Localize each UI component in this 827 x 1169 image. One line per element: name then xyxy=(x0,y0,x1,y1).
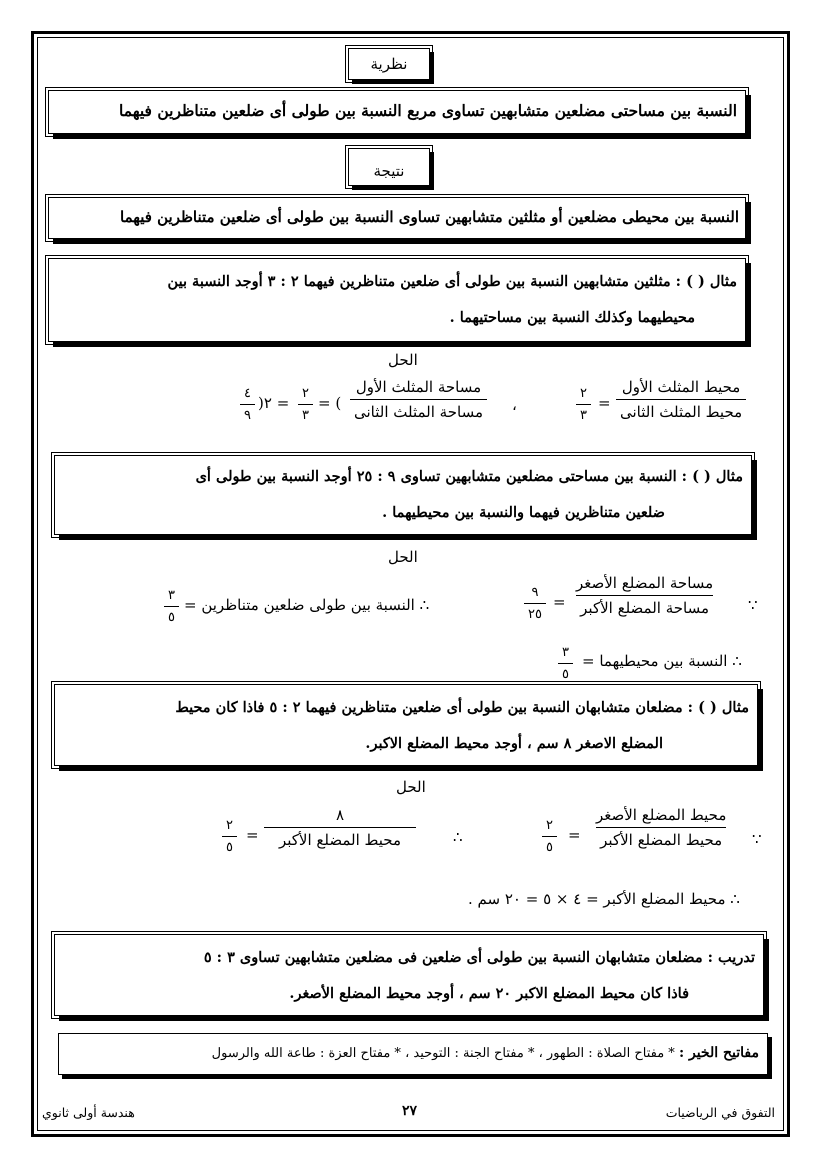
example2-therefore-sides: ∴ النسبة بين طولى ضلعين متناظرين = xyxy=(184,596,430,614)
example3-perimeter-den: محيط المضلع الأكبر xyxy=(596,827,726,849)
example2-solution-label: الحل xyxy=(388,548,418,566)
example1-equals-open: = ( xyxy=(318,394,342,412)
example1-line2: محيطيهما وكذلك النسبة بين مساحتيهما . xyxy=(449,309,695,326)
example2-ratio-3-5 xyxy=(164,588,179,625)
exercise-line1: تدريب : مضلعان متشابهان النسبة بين طولى أى ضلعين فى مضلعين متشابهين تساوى ٣ : ٥ xyxy=(203,949,755,966)
example2-box xyxy=(54,455,752,535)
example2-because: ∵ xyxy=(748,596,758,614)
example2-ratio-num: ٩ xyxy=(531,585,539,600)
example2-ratio3-den: ٥ xyxy=(558,663,573,682)
example1-equals-1: = xyxy=(598,394,611,412)
example1-result-num: ٤ xyxy=(244,386,251,401)
example3-substitution-fraction xyxy=(264,806,416,849)
example1-perimeter-den: محيط المثلث الثانى xyxy=(616,399,746,421)
example2-ratio-9-25 xyxy=(524,585,546,622)
keys-title: مفاتيح الخير : xyxy=(678,1045,759,1061)
example3-equals-1: = xyxy=(568,826,581,844)
example2-ratio3-num: ٣ xyxy=(562,645,569,660)
example3-line1: مثال ( ) : مضلعان متشابهان النسبة بين طولى أى ضلعين متناظرين فيهما ٢ : ٥ فاذا كان محيط xyxy=(175,699,749,716)
example1-ratio-squared xyxy=(298,386,313,423)
example2-line1: مثال ( ) : النسبة بين مساحتى مضلعين متشابهين تساوى ٩ : ٢٥ أوجد النسبة بين طولى أى xyxy=(195,468,743,485)
example1-ratio-num: ٢ xyxy=(580,386,587,401)
theory-text: النسبة بين مساحتى مضلعين متشابهين تساوى مربع النسبة بين طولى أى ضلعين متناظرين فيهما xyxy=(119,101,737,120)
example1-ratio-den: ٣ xyxy=(576,404,591,423)
example3-equals-2: = xyxy=(246,826,259,844)
example1-close-square-equals: )٢ = xyxy=(258,394,290,412)
exercise-line2: فاذا كان محيط المضلع الاكبر ٢٠ سم ، أوجد محيط المضلع الأصغر. xyxy=(289,985,689,1002)
example3-substitution-num: ٨ xyxy=(335,806,345,824)
example2-equals-1: = xyxy=(553,593,566,611)
example1-line1: مثال ( ) : مثلثين متشابهين النسبة بين طولى أى ضلعين متناظرين فيهما ٢ : ٣ أوجد النسبة بين xyxy=(167,273,737,290)
example2-perimeter-ratio xyxy=(558,645,573,682)
example3-solution-label: الحل xyxy=(396,778,426,796)
example3-ratio-2-5 xyxy=(542,818,557,855)
example1-box xyxy=(48,258,746,342)
keys-text: * مفتاح الصلاة : الطهور ، * مفتاح الجنة : التوحيد ، * مفتاح العزة : طاعة الله والرسول xyxy=(211,1046,675,1061)
example2-area-num: مساحة المضلع الأصغر xyxy=(576,574,714,592)
corollary-text: النسبة بين محيطى مضلعين أو مثلثين متشابهين تساوى النسبة بين طولى أى ضلعين متناظرين فيهما xyxy=(120,208,739,226)
example3-box xyxy=(54,684,758,766)
theory-label-box xyxy=(348,48,430,80)
footer-left-text: هندسة أولى ثانوي xyxy=(42,1105,135,1120)
corollary-box xyxy=(48,197,746,239)
example3-ratio-num: ٢ xyxy=(546,818,553,833)
example2-area-den: مساحة المضلع الأكبر xyxy=(576,595,713,617)
example1-result-4-9 xyxy=(240,386,255,423)
corollary-label-box xyxy=(348,148,430,186)
example2-ratio2-den: ٥ xyxy=(164,606,179,625)
example3-line2: المضلع الاصغر ٨ سم ، أوجد محيط المضلع الاكبر. xyxy=(365,735,663,752)
example3-ratio2-num: ٢ xyxy=(226,818,233,833)
example3-result: ∴ محيط المضلع الأكبر = ٤ × ٥ = ٢٠ سم . xyxy=(468,890,740,908)
example3-therefore-1: ∴ xyxy=(453,828,463,846)
example3-perimeter-num: محيط المضلع الأصغر xyxy=(596,806,727,824)
exercise-box xyxy=(54,934,764,1016)
example1-ratio2-den: ٣ xyxy=(298,404,313,423)
theory-label: نظرية xyxy=(370,55,408,73)
example2-therefore-perimeters: ∴ النسبة بين محيطيهما = xyxy=(582,652,742,670)
example3-ratio2-2-5 xyxy=(222,818,237,855)
keys-line xyxy=(212,1045,759,1061)
page-number: ٢٧ xyxy=(402,1103,418,1119)
example3-ratio2-den: ٥ xyxy=(222,836,237,855)
example1-result-den: ٩ xyxy=(240,404,255,423)
example1-area-den: مساحة المثلث الثانى xyxy=(350,399,487,421)
example1-area-fraction xyxy=(350,378,487,421)
example3-perimeter-fraction xyxy=(592,806,730,849)
theory-box xyxy=(48,90,746,134)
example1-comma: ، xyxy=(512,396,517,414)
example1-area-num: مساحة المثلث الأول xyxy=(355,378,482,396)
example2-ratio2-num: ٣ xyxy=(168,588,175,603)
example2-area-fraction xyxy=(572,574,717,617)
example3-ratio-den: ٥ xyxy=(542,836,557,855)
keys-box xyxy=(58,1033,768,1075)
footer-right-text: التفوق في الرياضيات xyxy=(665,1105,775,1120)
example3-because: ∵ xyxy=(752,830,762,848)
example1-ratio-2-3 xyxy=(576,386,591,423)
example2-line2: ضلعين متناظرين فيهما والنسبة بين محيطيهما . xyxy=(382,504,665,521)
example1-solution-label: الحل xyxy=(388,351,418,369)
example3-substitution-den: محيط المضلع الأكبر xyxy=(264,827,416,849)
example1-perimeter-num: محيط المثلث الأول xyxy=(621,378,741,396)
example1-ratio2-num: ٢ xyxy=(302,386,309,401)
example1-perimeter-fraction xyxy=(616,378,746,421)
corollary-label: نتيجة xyxy=(373,162,405,180)
example2-ratio-den: ٢٥ xyxy=(524,603,546,622)
